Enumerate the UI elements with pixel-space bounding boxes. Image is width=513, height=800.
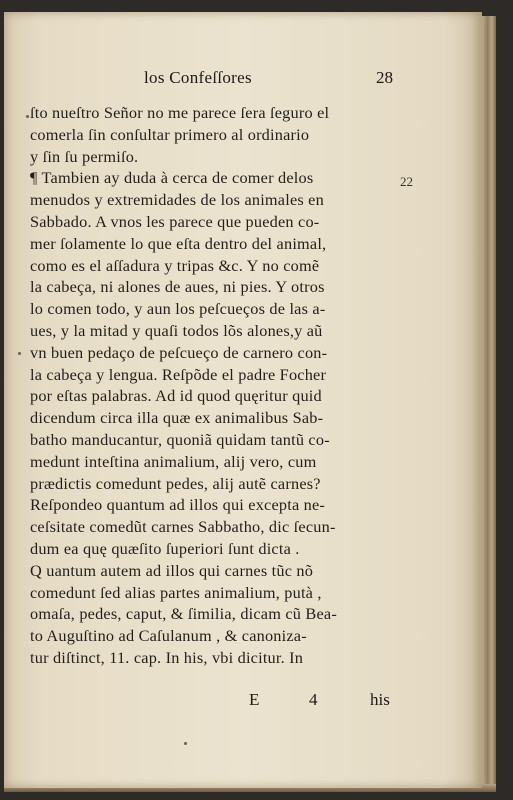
page-fore-edge [482, 16, 496, 788]
text-line: Reſpondeo quantum ad illos qui excepta ne- [30, 495, 326, 515]
text-line: dum ea quę quæſito ſuperiori ſunt dicta . [30, 538, 300, 558]
text-line: ues, y la mitad y quaſi todos lõs alones,y aũ [30, 320, 323, 340]
ink-speck [184, 742, 187, 745]
page-number: 28 [376, 68, 393, 87]
page-header [4, 68, 482, 92]
text-line: como es el aſſadura y tripas &c. Y no comẽ [30, 255, 320, 275]
text-line: prædictis comedunt pedes, alij autẽ carnes? [30, 473, 321, 493]
text-line: menudos y extremidades de los animales en [30, 190, 324, 210]
text-line: por eſtas palabras. Ad id quod quęritur quid [30, 386, 322, 406]
text-line: lo comen todo, y aun los peſcueços de las a- [30, 299, 326, 319]
text-line: ¶ Tambien ay duda à cerca de comer delos [30, 168, 314, 188]
catchword: his [370, 690, 390, 709]
text-line: omaſa, pedes, caput, & ſimilia, dicam cũ Bea- [30, 604, 337, 624]
text-line: vn buen pedaço de peſcueço de carnero con- [30, 342, 328, 362]
text-line: tur diſtinct, 11. cap. In his, vbi dicitur. In [30, 647, 304, 667]
text-line: comedunt ſed alias partes animalium, putà , [30, 582, 322, 602]
margin-note: 22 [400, 174, 413, 189]
book-page [4, 12, 482, 788]
text-line: dicendum circa illa quæ ex animalibus Sab- [30, 408, 324, 428]
ink-speck [26, 115, 29, 118]
ink-speck [18, 352, 21, 355]
body-text [30, 102, 410, 669]
page-footer [4, 690, 482, 714]
text-line: la cabeça, ni alones de aues, ni pies. Y otros [30, 277, 325, 297]
signature-mark: E [249, 690, 260, 709]
text-line: to Auguſtino ad Caſulanum , & canoniza- [30, 626, 307, 646]
text-line: medunt inteſtina animalium, alij vero, cum [30, 451, 317, 471]
text-line: y ſin ſu permiſo. [30, 146, 139, 166]
text-line: Sabbado. A vnos les parece que pueden co- [30, 211, 320, 231]
text-line: ſto nueſtro Señor no me parece ſera ſeguro el [30, 103, 330, 122]
text-line: batho manducantur, quoniã quidam tantũ co- [30, 429, 330, 449]
running-head: los Confeſſores [144, 68, 252, 87]
text-line: mer ſolamente lo que eſta dentro del animal, [30, 233, 327, 253]
text-line: la cabeça y lengua. Reſpõde el padre Focher [30, 364, 327, 384]
text-line: comerla ſin conſultar primero al ordinario [30, 124, 310, 144]
signature-number: 4 [309, 690, 318, 709]
text-line: Q uantum autem ad illos qui carnes tũc nõ [30, 560, 314, 580]
text-line: ceſsitate comedũt carnes Sabbatho, dic ſecun- [30, 517, 336, 537]
